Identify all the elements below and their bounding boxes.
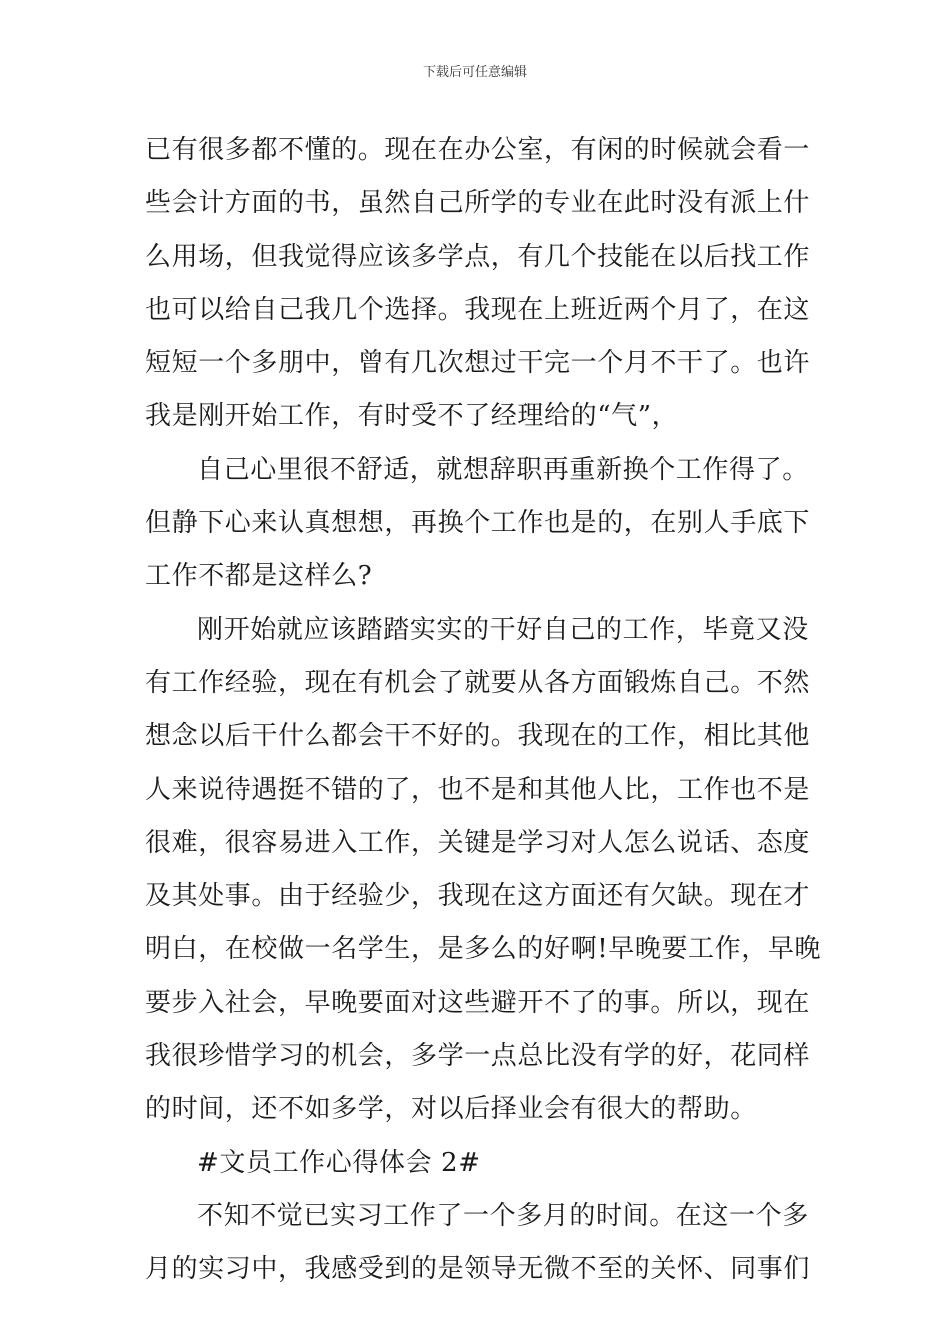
text-line: 我很珍惜学习的机会，多学一点总比没有学的好，花同样 [145, 1041, 811, 1072]
text-line: 的时间，还不如多学，对以后择业会有很大的帮助。 [145, 1094, 757, 1125]
text-line: 很难，很容易进入工作，关键是学习对人怎么说话、态度 [145, 827, 811, 858]
text-line: 明白，在校做一名学生，是多么的好啊!早晚要工作，早晚 [145, 934, 822, 965]
section-heading: #文员工作心得体会 2# [197, 1147, 481, 1178]
text-line: 短短一个多朋中，曾有几次想过干完一个月不干了。也许 [145, 348, 811, 379]
text-line: 要步入社会，早晚要面对这些避开不了的事。所以，现在 [145, 987, 811, 1018]
page-header-note: 下载后可任意编辑 [422, 65, 527, 80]
document-body [145, 124, 822, 1297]
text-line: 有工作经验，现在有机会了就要从各方面锻炼自己。不然 [145, 667, 811, 698]
paragraph-start-line: 不知不觉已实习工作了一个多月的时间。在这一个多 [197, 1200, 809, 1231]
text-line: 但静下心来认真想想，再换个工作也是的，在别人手底下 [145, 508, 811, 539]
text-line: 我是刚开始工作，有时受不了经理给的“气”， [145, 401, 679, 432]
text-line: 及其处事。由于经验少，我现在这方面还有欠缺。现在才 [145, 881, 811, 912]
text-line: 想念以后干什么都会干不好的。我现在的工作，相比其他 [145, 721, 811, 752]
text-line: 已有很多都不懂的。现在在办公室，有闲的时候就会看一 [145, 135, 811, 165]
text-line: 么用场，但我觉得应该多学点，有几个技能在以后找工作 [145, 241, 811, 272]
paragraph-start-line: 刚开始就应该踏踏实实的干好自己的工作，毕竟又没 [197, 614, 809, 645]
text-line: 月的实习中，我感受到的是领导无微不至的关怀、同事们 [145, 1254, 811, 1285]
text-line: 些会计方面的书，虽然自己所学的专业在此时没有派上什 [145, 188, 811, 219]
text-line: 也可以给自己我几个选择。我现在上班近两个月了，在这 [145, 294, 811, 325]
text-line: 人来说待遇挺不错的了，也不是和其他人比，工作也不是 [145, 774, 811, 805]
paragraph-start-line: 自己心里很不舒适，就想辞职再重新换个工作得了。 [197, 454, 809, 485]
text-line: 工作不都是这样么? [145, 561, 373, 592]
